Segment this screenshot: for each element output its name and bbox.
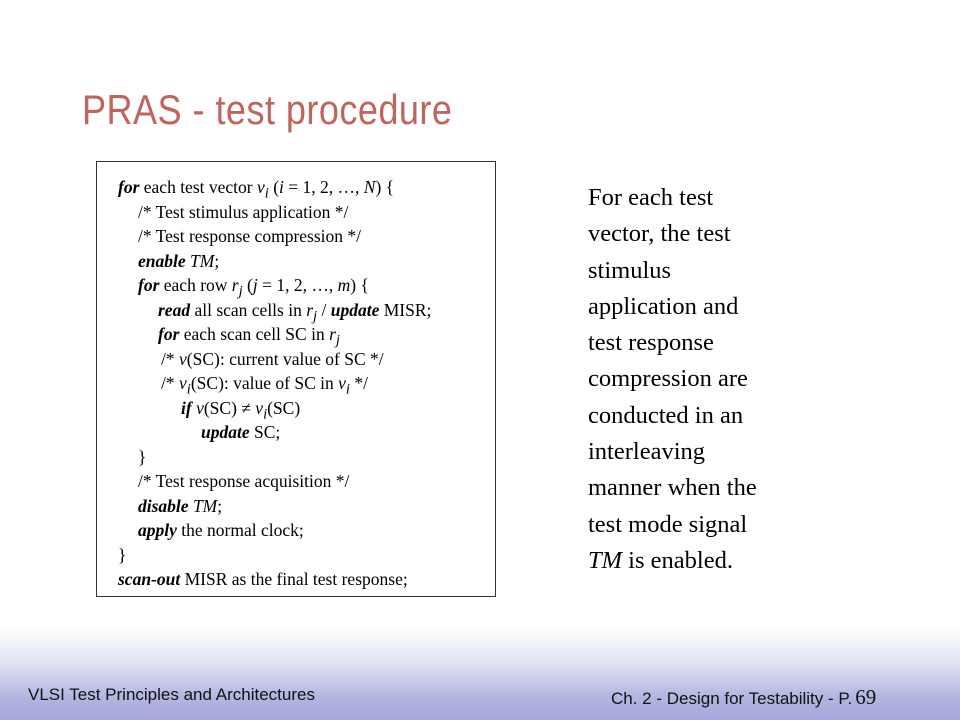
keyword-scan-out: scan-out — [118, 569, 181, 589]
code-line-9 — [161, 373, 368, 400]
code-subscript: i — [263, 406, 268, 422]
code-text: each scan cell SC in — [179, 324, 330, 344]
code-var: j — [252, 275, 258, 295]
description-line: conducted in an — [588, 401, 744, 429]
code-subscript: i — [264, 185, 269, 202]
description-line: application and — [588, 292, 739, 320]
code-box — [96, 161, 496, 597]
code-text: ; — [217, 495, 223, 516]
code-text: MISR; — [379, 299, 432, 320]
code-subscript: j — [238, 283, 243, 300]
code-line-16: } — [118, 544, 127, 565]
code-text: the normal clock; — [176, 520, 304, 540]
description-line: test response — [588, 329, 714, 357]
description-tm: TM — [588, 546, 623, 574]
description-line: stimulus — [588, 256, 672, 284]
code-var: v — [256, 177, 265, 197]
description-paragraph — [588, 180, 823, 579]
code-text: (SC): value of SC in — [190, 373, 339, 393]
code-line-6 — [158, 300, 431, 327]
code-line-2: /* Test stimulus application */ — [138, 201, 349, 222]
code-var: v — [255, 397, 264, 418]
code-var: i — [279, 177, 284, 197]
code-line-11 — [201, 422, 280, 442]
slide-title: PRAS - test procedure — [82, 86, 453, 133]
code-line-1 — [118, 177, 394, 204]
code-subscript: j — [335, 332, 340, 349]
code-text: /* — [161, 348, 179, 369]
code-line-7 — [158, 324, 340, 351]
code-text: MISR as the final test response; — [180, 569, 408, 589]
code-text: ( — [242, 275, 253, 295]
code-text: / — [317, 299, 331, 320]
footer-chapter: Ch. 2 - Design for Testability - P. — [611, 689, 853, 708]
keyword-for: for — [138, 275, 160, 295]
description-line: compression are — [588, 365, 748, 393]
code-line-10 — [181, 398, 300, 425]
code-text: each row — [159, 275, 232, 295]
description-text: is enabled. — [622, 546, 733, 574]
description-line: interleaving — [588, 438, 706, 466]
code-line-5 — [138, 275, 369, 302]
code-var: v — [196, 397, 204, 418]
code-line-14 — [138, 496, 222, 516]
keyword-read: read — [158, 299, 191, 320]
code-var: TM — [185, 250, 215, 271]
code-line-15 — [138, 520, 304, 540]
code-var: TM — [188, 495, 218, 516]
code-var: r — [329, 324, 336, 344]
description-line: test mode signal — [588, 510, 748, 538]
code-text: ; — [214, 250, 220, 271]
code-text: each test vector — [139, 177, 257, 197]
keyword-for: for — [158, 324, 180, 344]
code-subscript: j — [313, 308, 318, 324]
code-var: m — [337, 275, 351, 295]
code-text: (SC): current value of SC */ — [186, 348, 384, 369]
code-line-17 — [118, 569, 408, 589]
keyword-update: update — [330, 299, 380, 320]
code-text: = 1, 2, …, — [257, 275, 338, 295]
code-text: = 1, 2, …, — [283, 177, 364, 197]
code-line-12: } — [138, 446, 147, 467]
description-line: vector, the test — [588, 220, 731, 248]
keyword-update: update — [201, 422, 250, 442]
keyword-if: if — [181, 397, 192, 418]
code-var: r — [231, 275, 239, 295]
code-text: (SC) — [267, 397, 301, 418]
code-line-8 — [161, 349, 384, 369]
code-line-4 — [138, 251, 219, 271]
code-var: v — [338, 373, 346, 393]
page-number: 69 — [855, 685, 877, 709]
code-text: */ — [349, 373, 368, 393]
footer-course-title: VLSI Test Principles and Architectures — [28, 685, 315, 704]
code-text: (SC) ≠ — [203, 397, 256, 418]
code-text: ( — [268, 177, 280, 197]
code-text: /* — [161, 373, 179, 393]
code-var: r — [306, 299, 314, 320]
keyword-enable: enable — [138, 250, 186, 271]
code-text: all scan cells in — [190, 299, 307, 320]
code-text: SC; — [249, 422, 281, 442]
code-subscript: i — [345, 381, 350, 398]
description-last-line — [588, 543, 823, 579]
code-text: ) { — [375, 177, 395, 197]
description-line: manner when the — [588, 474, 757, 502]
keyword-for: for — [118, 177, 140, 197]
code-line-13: /* Test response acquisition */ — [138, 471, 350, 491]
description-line: For each test — [588, 184, 714, 211]
keyword-apply: apply — [138, 520, 177, 540]
code-line-3: /* Test response compression */ — [138, 226, 362, 246]
code-var: v — [179, 348, 187, 369]
keyword-disable: disable — [138, 495, 189, 516]
code-subscript: i — [186, 381, 191, 398]
code-var: N — [363, 177, 376, 197]
code-text: ) { — [350, 275, 369, 295]
footer-chapter-page — [611, 685, 876, 710]
code-var: v — [179, 373, 187, 393]
